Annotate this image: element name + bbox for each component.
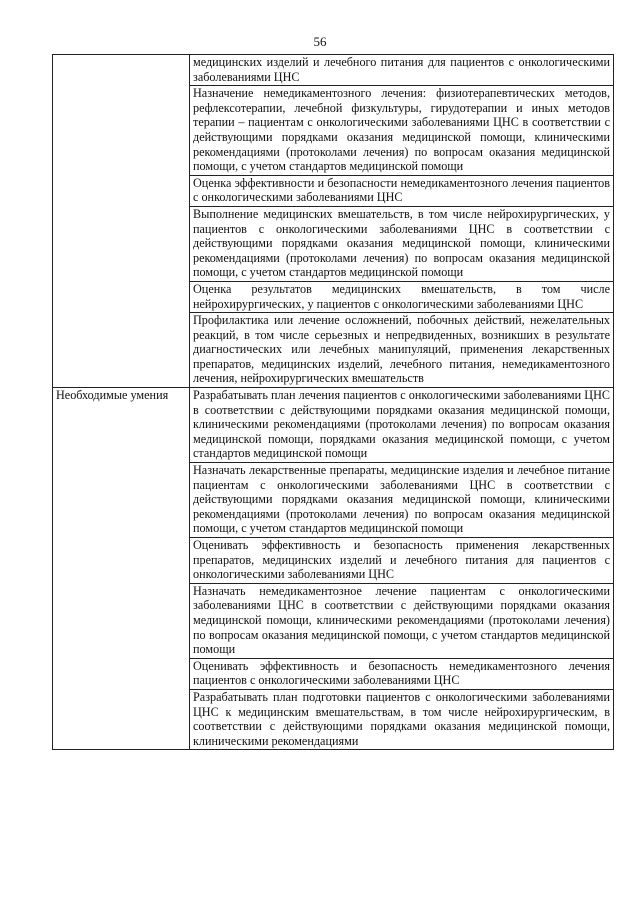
table-cell-text: Оценивать эффективность и безопасность немедикаментозного лечения пациентов с онкологическими заболеваниями ЦНС [190, 658, 614, 689]
competency-table [52, 54, 614, 750]
table-row [53, 388, 614, 463]
table-cell-text: Оценивать эффективность и безопасность применения лекарственных препаратов, медицинских изделий и лечебного питания для пациентов с онкологическими заболеваниями ЦНС [190, 538, 614, 584]
table-cell-text: Разрабатывать план подготовки пациентов с онкологическими заболеваниями ЦНС к медицинским вмешательствам, в том числе нейрохирургическим, в соответствии с действующими порядками оказания медицинской помощи, клиническими рекомендациями [190, 689, 614, 749]
table-cell-text: Выполнение медицинских вмешательств, в том числе нейрохирургических, у пациентов с онкологическими заболеваниями ЦНС в соответствии с действующими порядками оказания медицинской помощи, клиническими рекомендациями (протоколами лечения) по вопросам оказания медицинской помощи, с учетом стандартов медицинской помощи [190, 206, 614, 281]
table-row [53, 55, 614, 86]
row-label-skills: Необходимые умения [53, 388, 190, 750]
table-cell-text: Оценка результатов медицинских вмешательств, в том числе нейрохирургических, у пациентов с онкологическими заболеваниями ЦНС [190, 281, 614, 312]
row-label-empty [53, 55, 190, 388]
table-cell-text: Назначение немедикаментозного лечения: физиотерапевтических методов, рефлексотерапии, лечебной физкультуры, гирудотерапии и иных методов терапии – пациентам с онкологическими заболеваниями ЦНС в соответствии с действующими порядками оказания медицинской помощи, клиническими рекомендациями (протоколами лечения) по вопросам оказания медицинской помощи, с учетом стандартов медицинской помощи [190, 86, 614, 176]
table-cell-text: Назначать лекарственные препараты, медицинские изделия и лечебное питание пациентам с онкологическими заболеваниями ЦНС в соответствии с действующими порядками оказания медицинской помощи, клиническими рекомендациями (протоколами лечения) по вопросам оказания медицинской помощи, с учетом стандартов медицинской помощи [190, 463, 614, 538]
table-cell-text: Разрабатывать план лечения пациентов с онкологическими заболеваниями ЦНС в соответствии с действующими порядками оказания медицинской помощи, клиническими рекомендациями (протоколами лечения) по вопросам оказания медицинской помощи, порядками оказания медицинской помощи, с учетом стандартов медицинской помощи [190, 388, 614, 463]
table-cell-text: Назначать немедикаментозное лечение пациентам с онкологическими заболеваниями ЦНС в соответствии с действующими порядками оказания медицинской помощи, клиническими рекомендациями (протоколами лечения) по вопросам оказания медицинской помощи, с учетом стандартов медицинской помощи [190, 583, 614, 658]
page-number: 56 [313, 34, 327, 49]
table-cell-text: Оценка эффективности и безопасности немедикаментозного лечения пациентов с онкологическими заболеваниями ЦНС [190, 175, 614, 206]
table-cell-text: Профилактика или лечение осложнений, побочных действий, нежелательных реакций, в том числе серьезных и непредвиденных, возникших в результате диагностических или лечебных манипуляций, применения лекарственных препаратов, медицинских изделий, лечебного питания, немедикаментозного лечения, нейрохирургических вмешательств [190, 313, 614, 388]
table-cell-text: медицинских изделий и лечебного питания для пациентов с онкологическими заболеваниями ЦНС [190, 55, 614, 86]
